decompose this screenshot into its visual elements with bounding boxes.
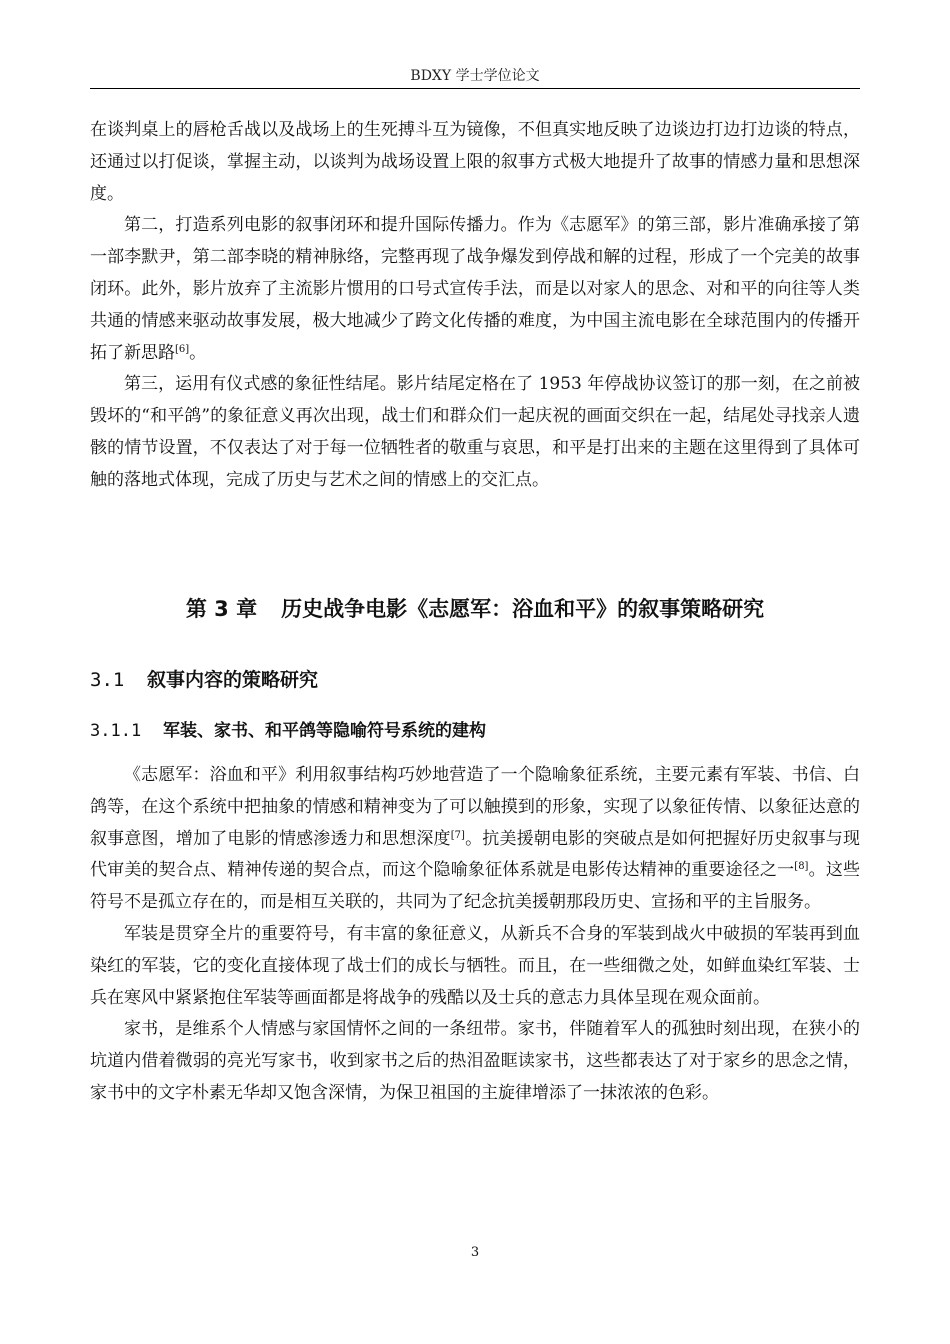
paragraph bbox=[90, 210, 860, 369]
page-number: 3 bbox=[470, 1245, 480, 1260]
paragraph: 军装是贯穿全片的重要符号，有丰富的象征意义，从新兵不合身的军装到战火中破损的军装再到血染红的军装，它的变化直接体现了战士们的成长与牺牲。而且，在一些细微之处，如鲜血染红军装、士兵在寒风中紧紧抱住军装等画面都是将战争的残酷以及士兵的意志力具体呈现在观众面前。 bbox=[90, 923, 860, 1008]
section-heading bbox=[90, 665, 318, 695]
paragraph bbox=[90, 760, 860, 919]
chapter-title: 历史战争电影《志愿军：浴血和平》的叙事策略研究 bbox=[281, 597, 765, 621]
body-text-top bbox=[90, 115, 860, 497]
section-title: 叙事内容的策略研究 bbox=[147, 669, 319, 691]
section-number: 3.1 bbox=[90, 669, 125, 691]
paragraph-text: 《志愿军：浴血和平》利用叙事结构巧妙地营造了一个隐喻象征系统，主要元素有军装、书信、白鸽等，在这个系统中把抽象的情感和精神变为了可以触摸到的形象，实现了以象征传情、以象征达意的叙事意图，增加了电影的情感渗透力和思想深度 bbox=[90, 765, 860, 849]
body-text-bottom bbox=[90, 760, 860, 1110]
paragraph: 第三，运用有仪式感的象征性结尾。影片结尾定格在了 1953 年停战协议签订的那一刻，在之前被毁坏的“和平鸽”的象征意义再次出现，战士们和群众们一起庆祝的画面交织在一起，结尾处寻找亲人遗骸的情节设置，不仅表达了对于每一位牺牲者的敬重与哀思，和平是打出来的主题在这里得到了具体可触的落地式体现，完成了历史与艺术之间的情感上的交汇点。 bbox=[90, 374, 860, 490]
paragraph: 家书，是维系个人情感与家国情怀之间的一条纽带。家书，伴随着军人的孤独时刻出现，在狭小的坑道内借着微弱的亮光写家书，收到家书之后的热泪盈眶读家书，这些都表达了对于家乡的思念之情，家书中的文字朴素无华却又饱含深情，为保卫祖国的主旋律增添了一抹浓浓的色彩。 bbox=[90, 1019, 860, 1103]
paragraph-text: 。抗美援朝电影的突破点是如何把握好历史叙事与现代审美的契合点、精神传递的契合点，而这个隐喻象征体系就是电影传达精神的重要途径之一 bbox=[90, 828, 861, 881]
citation-ref[interactable]: [8] bbox=[794, 861, 809, 873]
subsection-heading bbox=[90, 717, 486, 745]
citation-ref[interactable]: [6] bbox=[175, 343, 190, 355]
paragraph-text: 。 bbox=[189, 342, 207, 363]
chapter-label: 第 3 章 bbox=[185, 597, 258, 621]
header-rule bbox=[90, 88, 860, 89]
subsection-title: 军装、家书、和平鸽等隐喻符号系统的建构 bbox=[163, 721, 486, 741]
subsection-number: 3.1.1 bbox=[90, 721, 142, 741]
chapter-heading bbox=[90, 594, 860, 624]
citation-ref[interactable]: [7] bbox=[450, 829, 465, 841]
paragraph-continued: 在谈判桌上的唇枪舌战以及战场上的生死搏斗互为镜像，不但真实地反映了边谈边打边打边谈的特点，还通过以打促谈，掌握主动，以谈判为战场设置上限的叙事方式极大地提升了故事的情感力量和思想深度。 bbox=[90, 120, 860, 204]
running-header: BDXY 学士学位论文 bbox=[410, 68, 540, 84]
paragraph-text: 第二，打造系列电影的叙事闭环和提升国际传播力。作为《志愿军》的第三部，影片准确承接了第一部李默尹，第二部李晓的精神脉络，完整再现了战争爆发到停战和解的过程，形成了一个完美的故事闭环。此外，影片放弃了主流影片惯用的口号式宣传手法，而是以对家人的思念、对和平的向往等人类共通的情感来驱动故事发展，极大地减少了跨文化传播的难度，为中国主流电影在全球范围内的传播开拓了新思路 bbox=[90, 215, 860, 363]
paragraph-text: 。这些符号不是孤立存在的，而是相互关联的，共同为了纪念抗美援朝那段历史、宣扬和平的主旨服务。 bbox=[90, 860, 861, 913]
